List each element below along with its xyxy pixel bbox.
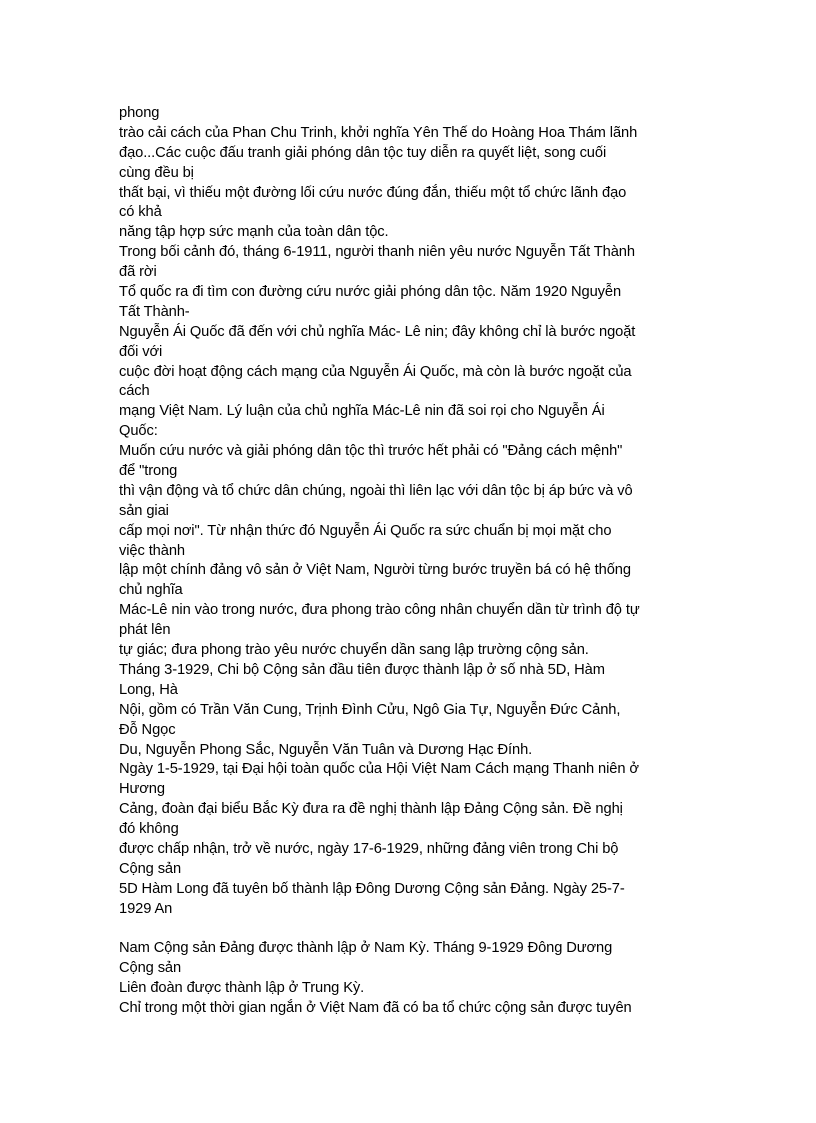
text-line: việc thành xyxy=(119,542,185,559)
text-line: 1929 An xyxy=(119,900,173,917)
text-line: sản giai xyxy=(119,502,169,519)
text-line: Liên đoàn được thành lập ở Trung Kỳ. xyxy=(119,980,365,997)
text-line: Cộng sản xyxy=(119,860,182,877)
text-line: cách xyxy=(119,383,150,400)
text-line: Du, Nguyễn Phong Sắc, Nguyễn Văn Tuân và Dương Hạc Đính. xyxy=(119,741,533,758)
text-line: cấp mọi nơi". Từ nhận thức đó Nguyễn Ái Quốc ra sức chuẩn bị mọi mặt cho xyxy=(119,522,612,539)
text-line: đạo...Các cuộc đấu tranh giải phóng dân tộc tuy diễn ra quyết liệt, song cuối xyxy=(119,144,607,161)
text-line: Trong bối cảnh đó, tháng 6-1911, người thanh niên yêu nước Nguyễn Tất Thành xyxy=(119,244,635,261)
text-line: tự giác; đưa phong trào yêu nước chuyển dần sang lập trường cộng sản. xyxy=(119,642,589,659)
text-line: được chấp nhận, trở về nước, ngày 17-6-1929, những đảng viên trong Chi bộ xyxy=(119,840,619,857)
text-line: năng tập hợp sức mạnh của toàn dân tộc. xyxy=(119,224,389,241)
text-line: lập một chính đảng vô sản ở Việt Nam, Người từng bước truyền bá có hệ thống xyxy=(119,562,631,579)
text-line: có khả xyxy=(119,204,162,221)
text-line: phát lên xyxy=(119,622,171,639)
text-line: Nam Cộng sản Đảng được thành lập ở Nam Kỳ. Tháng 9-1929 Đông Dương xyxy=(119,940,613,957)
text-line: đó không xyxy=(119,821,179,838)
text-line: Muốn cứu nước và giải phóng dân tộc thì trước hết phải có "Đảng cách mệnh" xyxy=(119,443,623,460)
text-line: Cộng sản xyxy=(119,960,182,977)
text-line: Quốc: xyxy=(119,423,158,440)
text-line: Tổ quốc ra đi tìm con đường cứu nước giải phóng dân tộc. Năm 1920 Nguyễn xyxy=(119,284,622,301)
text-line: thất bại, vì thiếu một đường lối cứu nước đúng đắn, thiếu một tổ chức lãnh đạo xyxy=(119,184,627,201)
text-line: Cảng, đoàn đại biểu Bắc Kỳ đưa ra đề nghị thành lập Đảng Cộng sản. Đề nghị xyxy=(119,801,623,818)
text-line: chủ nghĩa xyxy=(119,582,183,599)
body-text xyxy=(119,104,704,1019)
text-line: phong xyxy=(119,105,160,121)
text-line: Long, Hà xyxy=(119,681,178,698)
text-line: để "trong xyxy=(119,463,178,480)
text-line: trào cải cách của Phan Chu Trinh, khởi nghĩa Yên Thế do Hoàng Hoa Thám lãnh xyxy=(119,124,638,141)
text-line: Hương xyxy=(119,781,165,798)
text-line: thì vận động và tổ chức dân chúng, ngoài thì liên lạc với dân tộc bị áp bức và vô xyxy=(119,482,633,499)
blank-line xyxy=(119,920,704,940)
text-line: Ngày 1-5-1929, tại Đại hội toàn quốc của Hội Việt Nam Cách mạng Thanh niên ở xyxy=(119,761,639,778)
text-line: đối với xyxy=(119,343,163,360)
text-line: đã rời xyxy=(119,264,157,281)
text-line: Mác-Lê nin vào trong nước, đưa phong trào công nhân chuyển dần từ trình độ tự xyxy=(119,602,640,619)
text-line: cùng đều bị xyxy=(119,164,194,181)
text-line: Chỉ trong một thời gian ngắn ở Việt Nam đã có ba tổ chức cộng sản được tuyên xyxy=(119,1000,632,1017)
text-line: cuộc đời hoạt động cách mạng của Nguyễn Ái Quốc, mà còn là bước ngoặt của xyxy=(119,363,632,380)
text-line: Tất Thành- xyxy=(119,303,190,320)
text-line: Đỗ Ngọc xyxy=(119,721,176,738)
text-line: Nguyễn Ái Quốc đã đến với chủ nghĩa Mác- Lê nin; đây không chỉ là bước ngoặt xyxy=(119,323,636,340)
text-line: Tháng 3-1929, Chi bộ Cộng sản đầu tiên được thành lập ở số nhà 5D, Hàm xyxy=(119,661,605,678)
text-line: Nội, gồm có Trần Văn Cung, Trịnh Đình Cửu, Ngô Gia Tự, Nguyễn Đức Cảnh, xyxy=(119,701,621,718)
text-line: mạng Việt Nam. Lý luận của chủ nghĩa Mác-Lê nin đã soi rọi cho Nguyễn Ái xyxy=(119,403,605,420)
text-line: 5D Hàm Long đã tuyên bố thành lập Đông Dương Cộng sản Đảng. Ngày 25-7- xyxy=(119,880,625,897)
